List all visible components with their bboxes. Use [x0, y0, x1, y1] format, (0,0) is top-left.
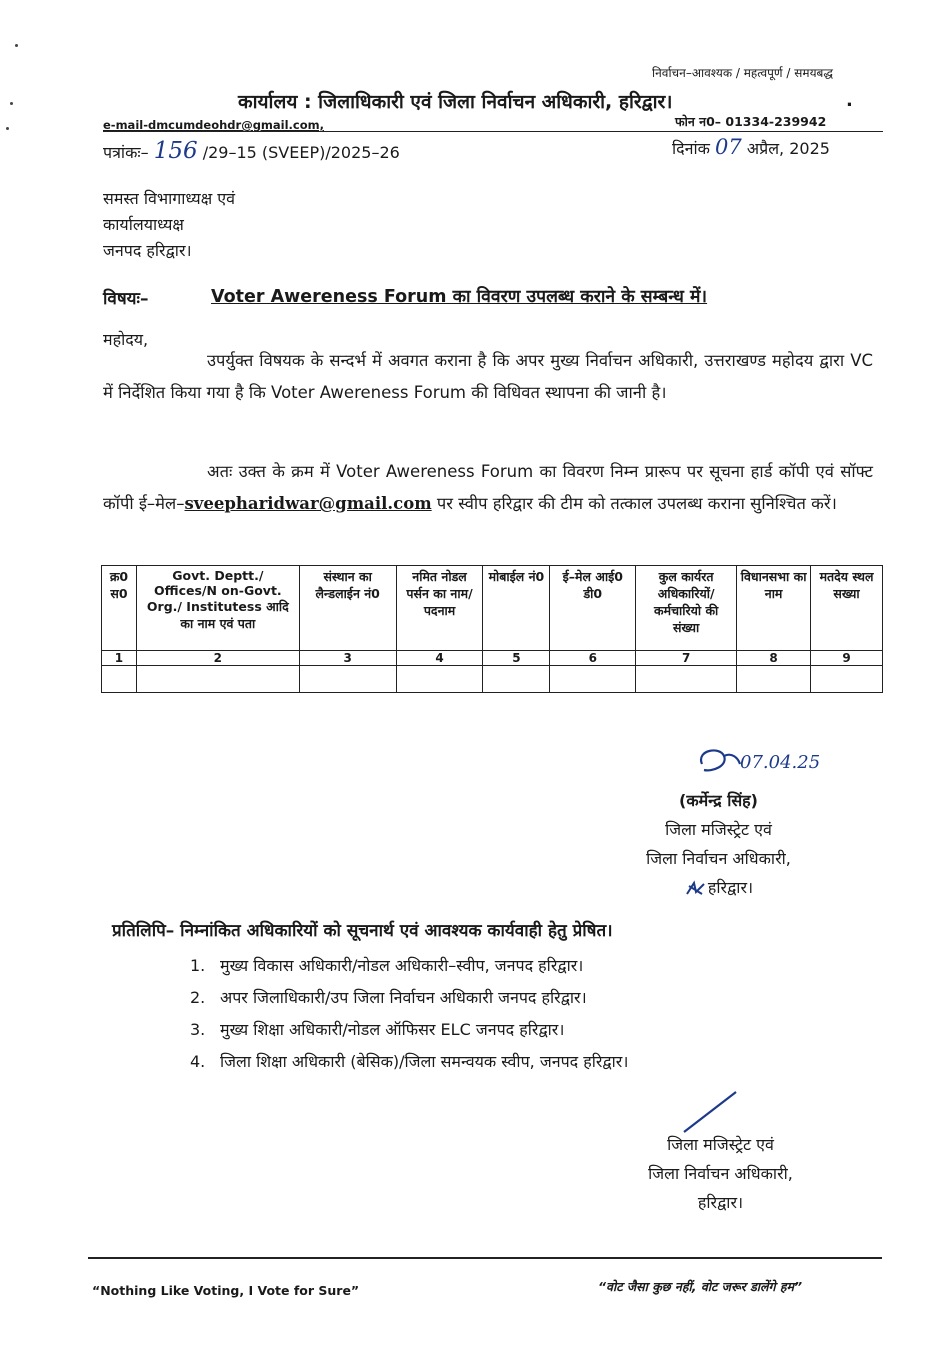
footer-rule	[88, 1257, 882, 1259]
margin-speck	[15, 44, 18, 47]
table-empty-cell	[102, 666, 137, 693]
list-item-text: जिला शिक्षा अधिकारी (बेसिक)/जिला समन्वयक स्वीप, जनपद हरिद्वार।	[220, 1052, 629, 1071]
table-header-cell: कुल कार्यरत अधिकारियों/ कर्मचारियो की संख्या	[636, 566, 737, 651]
para2-text-a: अतः उक्त के क्रम में Voter Awereness Forum का विवरण निम्न प्रारूप पर सूचना हार्ड कॉपी एवं सॉफ्ट कॉपी ई–मेल–	[103, 462, 873, 513]
table-number-cell: 9	[811, 651, 883, 666]
table-number-cell: 8	[737, 651, 811, 666]
date-handwritten: 07	[715, 135, 742, 159]
table-number-cell: 6	[550, 651, 636, 666]
list-item-number: 4.	[190, 1052, 206, 1071]
list-item	[190, 1046, 628, 1078]
ref-suffix: /29–15 (SVEEP)/2025–26	[202, 143, 400, 162]
office-title: कार्यालय : जिलाधिकारी एवं जिला निर्वाचन अधिकारी, हरिद्वार।	[238, 91, 673, 113]
list-item	[190, 982, 628, 1014]
office-email[interactable]: e-mail-dmcumdeohdr@gmail.com,	[103, 118, 324, 132]
subject-text: Voter Awereness Forum का विवरण उपलब्ध कराने के सम्बन्ध में।	[211, 287, 708, 307]
signatory-title-3: हरिद्वार।	[697, 1193, 744, 1212]
table-number-cell: 2	[136, 651, 299, 666]
table-empty-cell	[811, 666, 883, 693]
addressee-line: कार्यालयाध्यक्ष	[103, 215, 184, 234]
footer-slogan-hindi: “वोट जैसा कुछ नहीं, वोट जरूर डालेंगे हम”	[598, 1279, 803, 1294]
list-item-text: मुख्य विकास अधिकारी/नोडल अधिकारी–स्वीप, जनपद हरिद्वार।	[220, 956, 584, 975]
signatory-title-1: जिला मजिस्ट्रेट एवं	[665, 820, 772, 839]
table-header-cell: नमित नोडल पर्सन का नाम/पदनाम	[396, 566, 483, 651]
table-number-row	[102, 651, 883, 666]
date-suffix: अप्रैल, 2025	[746, 139, 830, 158]
priority-tag: निर्वाचन–आवश्यक / महत्वपूर्ण / समयबद्ध	[652, 66, 833, 80]
para2-text-b: पर स्वीप हरिद्वार की टीम को तत्काल उपलब्ध कराना सुनिश्चित करें।	[431, 494, 837, 513]
office-phone: फोन न0– 01334-239942	[675, 114, 827, 129]
body-paragraph-2	[103, 456, 873, 520]
date-prefix: दिनांक	[672, 139, 710, 158]
table-number-cell: 3	[299, 651, 396, 666]
initial-scribble	[684, 880, 708, 898]
table-empty-cell	[483, 666, 550, 693]
signatory-name: (कर्मेन्द्र सिंह)	[679, 791, 758, 810]
signatory-place: हरिद्वार।	[707, 878, 754, 897]
list-item-number: 1.	[190, 956, 206, 975]
ref-handwritten: 156	[153, 138, 198, 164]
table-empty-row	[102, 666, 883, 693]
office-dot: .	[846, 90, 853, 111]
subject-label: विषयः–	[103, 289, 149, 309]
header-rule	[103, 131, 883, 132]
addressee-line: जनपद हरिद्वार।	[103, 241, 192, 260]
signature-date: 07.04.25	[740, 752, 821, 773]
body-paragraph-1: उपर्युक्त विषयक के सन्दर्भ में अवगत कराना है कि अपर मुख्य निर्वाचन अधिकारी, उत्तराखण्ड महोदय द्वारा VC में निर्देशित किया गया है कि Voter Awereness Forum की विधिवत स्थापना की जानी है।	[103, 351, 873, 402]
list-item	[190, 950, 628, 982]
copy-to-title: प्रतिलिपि– निम्नांकित अधिकारियों को सूचनार्थ एवं आवश्यक कार्यवाही हेतु प्रेषित।	[112, 921, 613, 941]
signatory-title-2: जिला निर्वाचन अधिकारी,	[648, 1164, 793, 1183]
salutation: महोदय,	[103, 330, 149, 349]
list-item-text: मुख्य शिक्षा अधिकारी/नोडल ऑफिसर ELC जनपद हरिद्वार।	[220, 1020, 565, 1039]
table-header-cell: मोबाईल नं0	[483, 566, 550, 651]
margin-speck	[6, 127, 9, 130]
table-empty-cell	[299, 666, 396, 693]
addressee-block	[103, 186, 235, 264]
table-header-row	[102, 566, 883, 651]
list-item-number: 2.	[190, 988, 206, 1007]
table-empty-cell	[136, 666, 299, 693]
signature-block-2	[598, 1130, 843, 1217]
table-header-cell: क्र0 स0	[102, 566, 137, 651]
table-empty-cell	[737, 666, 811, 693]
sveep-email-link[interactable]: sveepharidwar@gmail.com	[184, 494, 432, 513]
signatory-title-3	[596, 873, 841, 902]
signature-block-1	[596, 786, 841, 902]
table-empty-cell	[550, 666, 636, 693]
letter-date	[672, 135, 830, 159]
table-header-cell: संस्थान का लैन्डलाईन नं0	[299, 566, 396, 651]
list-item	[190, 1014, 628, 1046]
table-number-cell: 1	[102, 651, 137, 666]
signatory-title-2: जिला निर्वाचन अधिकारी,	[646, 849, 791, 868]
table-header-cell: Govt. Deptt./ Offices/N on-Govt. Org./ Institutess आदि का नाम एवं पता	[136, 566, 299, 651]
format-table	[101, 565, 883, 693]
list-item-text: अपर जिलाधिकारी/उप जिला निर्वाचन अधिकारी जनपद हरिद्वार।	[220, 988, 587, 1007]
table-header-cell: विधानसभा का नाम	[737, 566, 811, 651]
addressee-line: समस्त विभागाध्यक्ष एवं	[103, 189, 235, 208]
copy-to-list	[190, 950, 628, 1078]
table-empty-cell	[636, 666, 737, 693]
ref-prefix: पत्रांकः–	[103, 143, 149, 162]
table-empty-cell	[396, 666, 483, 693]
table-header-cell: मतदेय स्थल सख्या	[811, 566, 883, 651]
margin-speck	[10, 102, 13, 105]
table-header-cell: ई–मेल आई0 डी0	[550, 566, 636, 651]
signatory-title-1: जिला मजिस्ट्रेट एवं	[667, 1135, 774, 1154]
table-number-cell: 4	[396, 651, 483, 666]
table-number-cell: 5	[483, 651, 550, 666]
table-number-cell: 7	[636, 651, 737, 666]
footer-slogan-english: “Nothing Like Voting, I Vote for Sure”	[92, 1283, 360, 1298]
letter-number	[103, 138, 400, 164]
list-item-number: 3.	[190, 1020, 206, 1039]
